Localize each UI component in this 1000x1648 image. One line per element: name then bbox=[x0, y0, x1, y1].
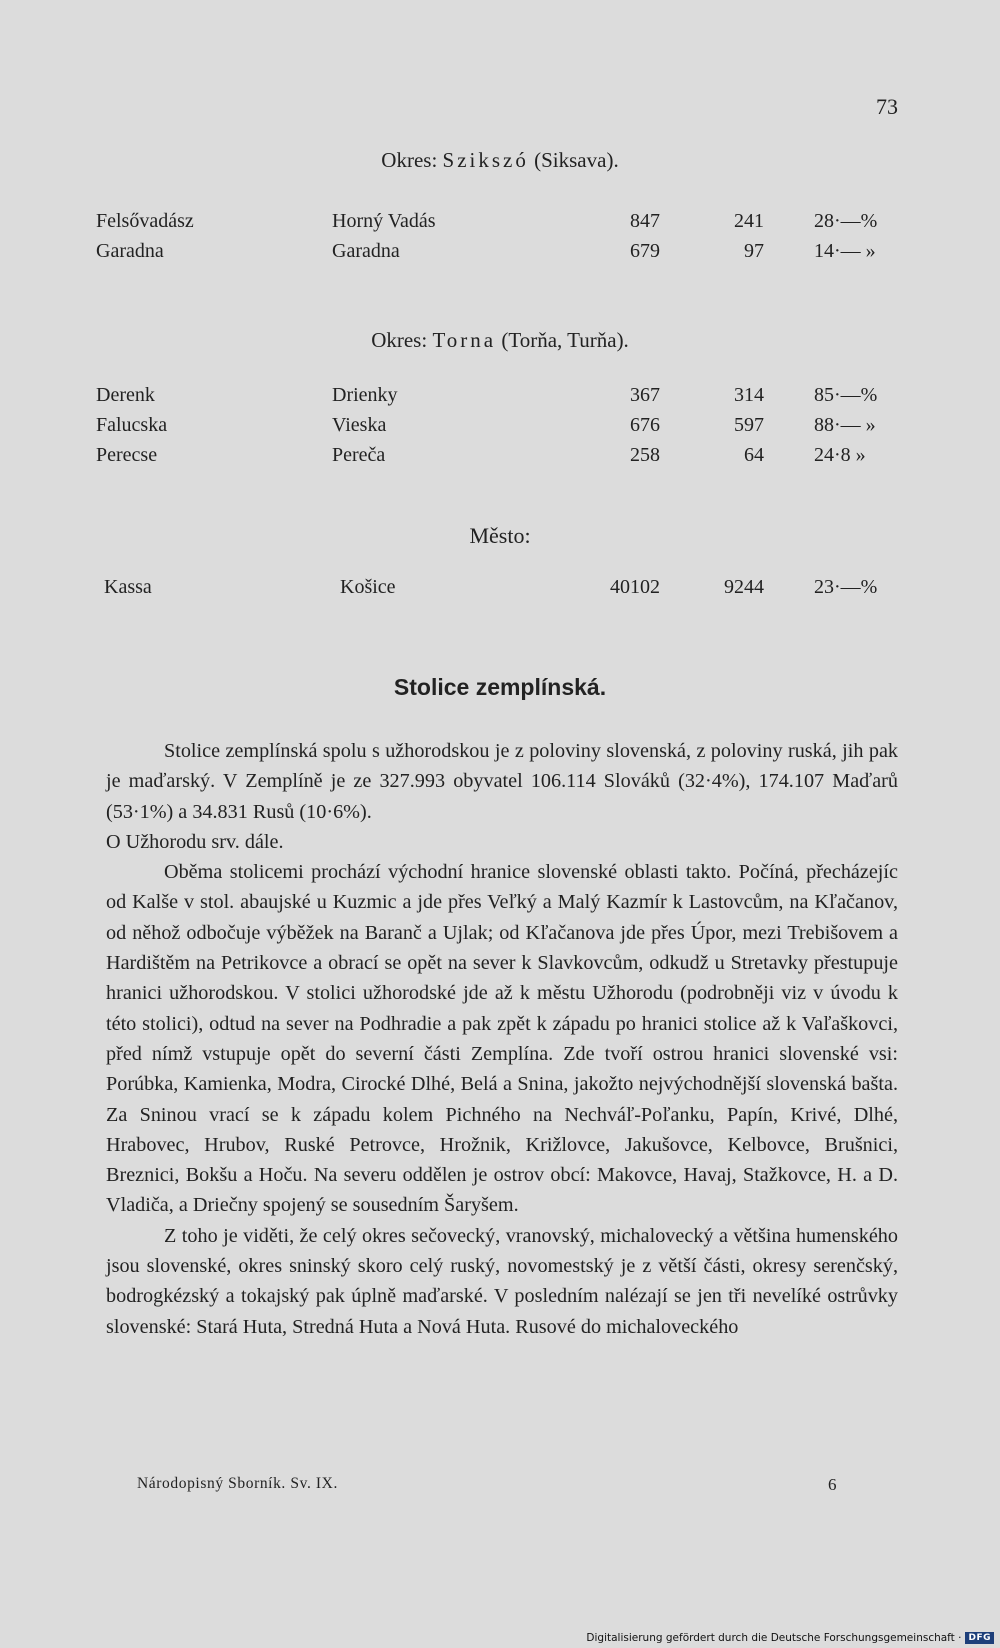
district-heading-prefix: Okres: bbox=[371, 328, 433, 352]
table-row bbox=[0, 240, 1000, 270]
slovak-name: Košice bbox=[340, 576, 396, 598]
district-heading-name: Szikszó bbox=[442, 148, 529, 172]
credit-text: Digitalisierung gefördert durch die Deutsche Forschungsgemeinschaft · bbox=[586, 1632, 962, 1644]
hungarian-name: Perecse bbox=[96, 444, 158, 466]
slovak-population: 9244 bbox=[724, 576, 764, 598]
dfg-logo: DFG bbox=[965, 1632, 994, 1644]
slovak-percent: 28·—% bbox=[814, 210, 878, 232]
table-row bbox=[0, 414, 1000, 444]
digitization-credit bbox=[586, 1632, 994, 1644]
slovak-percent: 85·—% bbox=[814, 384, 878, 406]
slovak-population: 241 bbox=[734, 210, 764, 232]
district-heading bbox=[0, 328, 1000, 353]
hungarian-name: Falucska bbox=[96, 414, 168, 436]
district-heading bbox=[0, 148, 1000, 173]
district-heading-suffix: (Siksava). bbox=[528, 148, 619, 172]
total-population: 40102 bbox=[610, 576, 660, 598]
slovak-name: Vieska bbox=[332, 414, 387, 436]
paragraph: O Užhorodu srv. dále. bbox=[106, 830, 284, 853]
total-population: 258 bbox=[630, 444, 660, 466]
slovak-population: 97 bbox=[744, 240, 764, 262]
slovak-name: Pereča bbox=[332, 444, 386, 466]
footer-signature-number: 6 bbox=[828, 1475, 837, 1494]
slovak-percent: 88·— » bbox=[814, 414, 876, 436]
slovak-percent: 24·8 » bbox=[814, 444, 866, 466]
paragraph: Stolice zemplínská spolu s užhorodskou je z poloviny slovenská, z poloviny ruská, jih pak je maďarský. V Zemplíně je ze 327.993 obyvatel 106.114 Slováků (32·4%), 174.107 Maďarů (53·1%) a 34.831 Rusů (10·6%). bbox=[106, 740, 898, 823]
total-population: 676 bbox=[630, 414, 660, 436]
total-population: 367 bbox=[630, 384, 660, 406]
slovak-population: 64 bbox=[744, 444, 764, 466]
table-row bbox=[0, 210, 1000, 240]
slovak-name: Horný Vadás bbox=[332, 210, 436, 232]
footer-journal-title: Národopisný Sborník. Sv. IX. bbox=[137, 1475, 338, 1492]
hungarian-name: Kassa bbox=[104, 576, 152, 598]
table-row bbox=[0, 384, 1000, 414]
slovak-name: Drienky bbox=[332, 384, 398, 406]
total-population: 847 bbox=[630, 210, 660, 232]
district-heading-prefix: Okres: bbox=[381, 148, 443, 172]
paragraph: Oběma stolicemi prochází východní hranice slovenské oblasti takto. Počíná, přecházejíc od Kalše v stol. abaujské u Kuzmic a jde přes Veľký a Malý Kazmír k Lastovcům, na Kľačanov, od něhož odbočuje výběžek na Baranč a Ujlak; od Kľačanova jde přes Úpor, mezi Trebišovem a Hardištěm na Petrikovce a obrací se opět na sever k Slavkovcům, odkudž u Stretavky přestupuje hranici užhorodskou. V stolici užhorodské jde až k městu Užhorodu (podrobněji viz v úvodu k této stolici), odtud na sever na Podhradie a pak zpět k západu po hranici stolice až k Vaľaškovci, před nímž vstupuje opět do severní části Zemplína. Zde tvoří ostrou hranici slovenské vsi: Porúbka, Kamienka, Modra, Cirocké Dlhé, Belá a Snina, jakožto nejvýchodnější slovenská bašta. Za Sninou vrací se k západu kolem Pichného na Nechváľ-Poľanku, Papín, Krivé, Dlhé, Hrabovec, Hrubov, Ruské Petrovce, Hrožnik, Križlovce, Jakušovce, Kelbovce, Brušnici, Breznici, Bokšu a Hoču. Na severu oddělen je ostrov obcí: Makovce, Havaj, Stažkovce, H. a D. Vladiča, a Driečny spojený se sousedním Šaryšem. bbox=[106, 861, 898, 1217]
district-heading-suffix: (Torňa, Turňa). bbox=[496, 328, 629, 352]
paragraph: Z toho je viděti, že celý okres sečovecký, vranovský, michalovecký a většina humenského jsou slovenské, okres sninský skoro celý ruský, novomestský je z větší části, okresy serenčský, bodrogkézský a tokajský pak úplně maďarské. V posledním nalézají se jen tři nevelíké ostrůvky slovenské: Stará Huta, Stredná Huta a Nová Huta. Rusové do michaloveckého bbox=[106, 1224, 898, 1338]
slovak-population: 314 bbox=[734, 384, 764, 406]
hungarian-name: Felsővadász bbox=[96, 210, 194, 232]
slovak-name: Garadna bbox=[332, 240, 400, 262]
slovak-percent: 23·—% bbox=[814, 576, 878, 598]
table-row bbox=[0, 576, 1000, 606]
page-number: 73 bbox=[876, 94, 898, 119]
section-title: Stolice zemplínská. bbox=[393, 674, 607, 700]
hungarian-name: Derenk bbox=[96, 384, 155, 406]
slovak-population: 597 bbox=[734, 414, 764, 436]
table-row bbox=[0, 444, 1000, 474]
body-text bbox=[106, 736, 898, 1342]
city-heading: Město: bbox=[469, 523, 531, 548]
district-heading-name: Torna bbox=[432, 328, 497, 352]
hungarian-name: Garadna bbox=[96, 240, 164, 262]
total-population: 679 bbox=[630, 240, 660, 262]
slovak-percent: 14·— » bbox=[814, 240, 876, 262]
